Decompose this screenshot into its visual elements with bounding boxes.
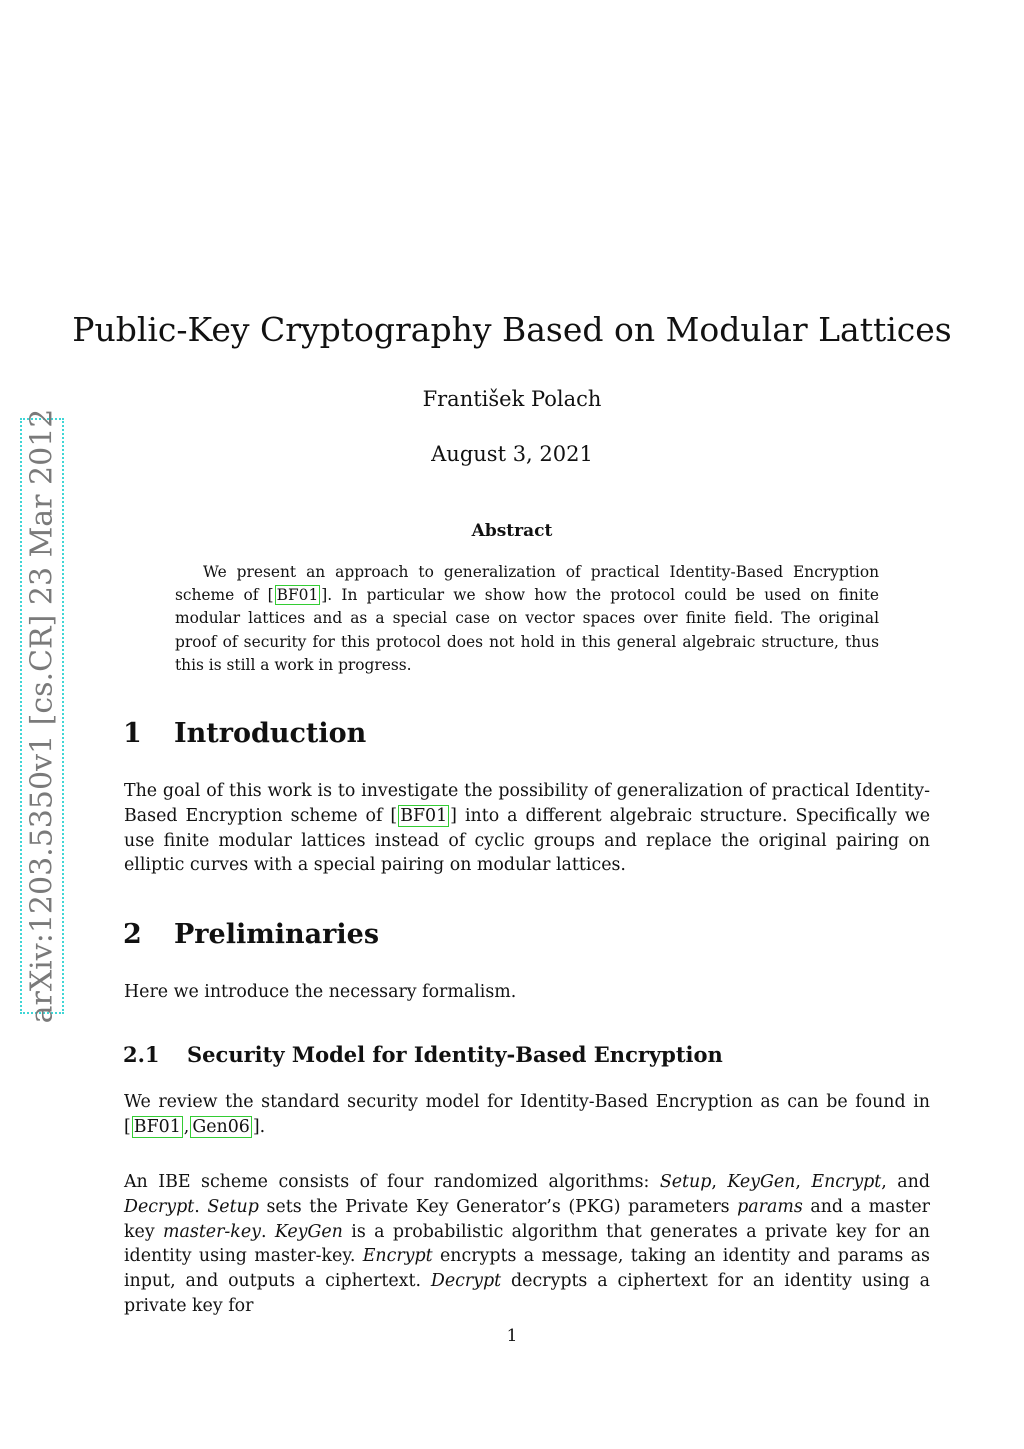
citation-link[interactable]: BF01 xyxy=(276,586,319,605)
subsection-heading-security-model xyxy=(123,1042,723,1067)
p2-text: and a master key xyxy=(124,1196,930,1242)
section-number: 2 xyxy=(123,919,142,950)
citation-link[interactable]: Gen06 xyxy=(192,1116,250,1137)
p2-text: decrypts a ciphertext for an identity using a private key for xyxy=(124,1271,931,1316)
section-title: Preliminaries xyxy=(174,919,380,950)
abstract-text-1: We present an approach to generalization of practical Identity-Based Encryption scheme of xyxy=(175,563,879,605)
prelim-paragraph: Here we introduce the necessary formalism. xyxy=(124,982,517,1002)
p2-text: sets the Private Key Generator’s (PKG) parameters xyxy=(258,1196,738,1217)
section-heading-preliminaries xyxy=(123,919,379,950)
arxiv-id: arXiv:1203.5350v1 [cs.CR] 23 Mar 2012 xyxy=(24,408,60,1024)
term-decrypt: Decrypt xyxy=(124,1196,195,1217)
abstract-heading: Abstract xyxy=(471,521,553,541)
p2-text: . xyxy=(260,1221,275,1242)
p2-text: , xyxy=(795,1172,812,1192)
p2-text: . xyxy=(194,1196,208,1217)
subsection-title: Security Model for Identity-Based Encryption xyxy=(187,1042,723,1067)
intro-text-2: into a different algebraic structure. Specifically we use finite modular lattices instead of cyclic groups and replace the original pairing on elliptic curves with a special pairing on modular lattices. xyxy=(124,805,930,876)
term-params: params xyxy=(737,1196,803,1217)
security-paragraph-1: We review the standard security model for Identity-Based Encryption as can be found in [ BF01 , Gen06 ]. xyxy=(124,1092,930,1137)
section-number: 1 xyxy=(123,718,142,749)
subsection-number: 2.1 xyxy=(123,1042,160,1067)
section-title: Introduction xyxy=(174,718,367,749)
author: František Polach xyxy=(422,387,602,411)
intro-paragraph: The goal of this work is to investigate the possibility of generalization of practical Identity-Based Encryption scheme of [ BF01 ] into a different algebraic structure. Specifically we use finite modular lattices instead of cyclic groups and replace the original pairing on elliptic curves with a special pairing on modular lattices. xyxy=(124,781,930,876)
term-keygen: KeyGen xyxy=(274,1221,343,1242)
p2-text: , and xyxy=(881,1172,930,1192)
section-heading-introduction xyxy=(123,718,366,749)
page-number: 1 xyxy=(506,1326,518,1346)
security-text-1: We review the standard security model for Identity-Based Encryption as can be found in xyxy=(124,1092,930,1112)
p2-text: , xyxy=(711,1172,728,1192)
arxiv-stamp xyxy=(20,408,64,1024)
p2-text: is a probabilistic algorithm that generates a private key for an identity using master-key. xyxy=(124,1221,930,1267)
p2-text: encrypts a message, taking an identity and params as input, and outputs a ciphertext. xyxy=(124,1246,930,1292)
intro-text-1: The goal of this work is to investigate the possibility of generalization of practical Identity-Based Encryption scheme of xyxy=(124,781,930,826)
term-decrypt: Decrypt xyxy=(430,1271,502,1292)
term-keygen: KeyGen xyxy=(727,1172,796,1192)
term-encrypt: Encrypt xyxy=(362,1246,433,1267)
term-setup: Setup xyxy=(659,1172,712,1192)
citation-link[interactable]: BF01 xyxy=(133,1116,181,1137)
term-encrypt: Encrypt xyxy=(811,1172,882,1192)
paper-title: Public-Key Cryptography Based on Modular Lattices xyxy=(72,310,952,349)
term-setup: Setup xyxy=(207,1196,259,1217)
abstract-text-2: . In particular we show how the protocol could be used on finite modular lattices and as a special case on vector spaces over finite field. The original proof of security for this protocol does not hold in this general algebraic structure, thus this is still a work in progress. xyxy=(175,586,879,674)
term-master-key: master-key xyxy=(163,1221,261,1242)
abstract-body: We present an approach to generalization of practical Identity-Based Encryption scheme of [ BF01 ]. In particular we show how the protocol could be used on finite modular lattices and as a special case on vector spaces over finite field. The original proof of security for this protocol does not hold in this general algebraic structure, thus this is still a work in progress. xyxy=(175,563,879,674)
security-paragraph-2 xyxy=(124,1170,930,1319)
security-text-end: . xyxy=(259,1116,266,1137)
p2-text: An IBE scheme consists of four randomized algorithms: xyxy=(124,1172,660,1192)
citation-link[interactable]: BF01 xyxy=(400,805,448,826)
date: August 3, 2021 xyxy=(431,442,593,466)
